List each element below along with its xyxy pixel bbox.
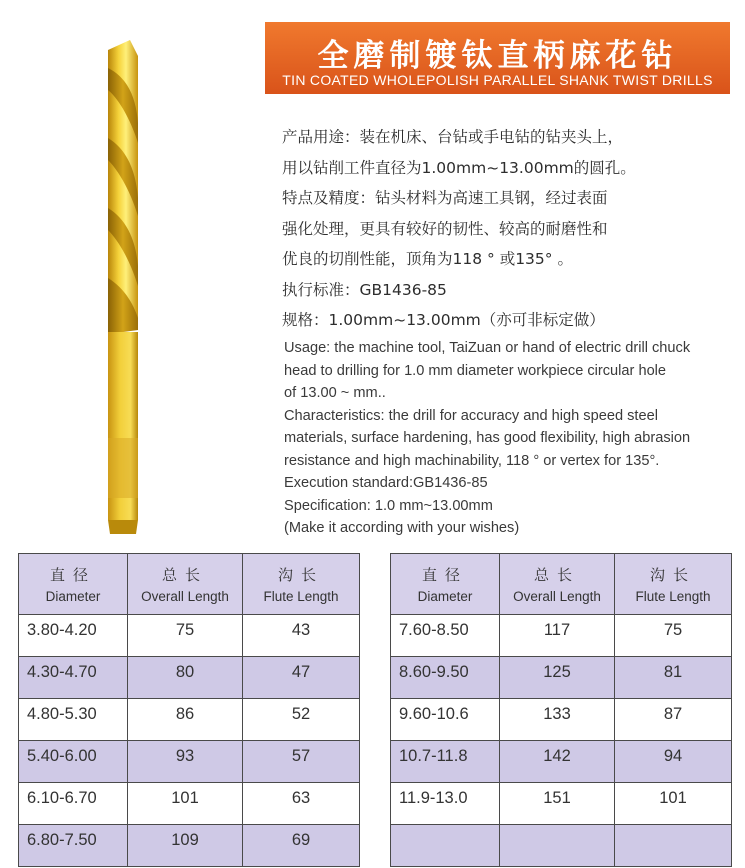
diameter-cell: 11.9-13.0	[391, 783, 500, 825]
overall-length-cell: 80	[128, 657, 243, 699]
description-line: Execution standard:GB1436-85	[284, 475, 488, 491]
description-line: 规格：1.00mm~13.00mm（亦可非标定做）	[282, 311, 605, 329]
overall-length-cell: 75	[128, 615, 243, 657]
description-line: 特点及精度：钻头材料为高速工具钢，经过表面	[282, 189, 608, 207]
page-title-english: TIN COATED WHOLEPOLISH PARALLEL SHANK TWIST DRILLS	[282, 72, 713, 88]
diameter-cell	[391, 825, 500, 867]
table-row	[19, 783, 360, 825]
header-diameter-zh: 直径	[421, 566, 468, 584]
description-line: head to drilling for 1.0 mm diameter workpiece circular hole	[284, 362, 667, 379]
overall-length-cell: 109	[128, 825, 243, 867]
flute-length-cell: 81	[615, 657, 732, 699]
description-line: materials, surface hardening, has good flexibility, high abrasion	[284, 430, 691, 446]
diameter-cell: 10.7-11.8	[391, 741, 500, 783]
page-title-chinese: 全磨制镀钛直柄麻花钻	[317, 38, 678, 74]
header-flute-length	[243, 554, 360, 615]
diameter-cell: 9.60-10.6	[391, 699, 500, 741]
flute-length-cell: 101	[615, 783, 732, 825]
flute-length-cell: 87	[615, 699, 732, 741]
table-row	[391, 615, 732, 657]
overall-length-cell	[500, 825, 615, 867]
description-line: 产品用途：装在机床、台钻或手电钻的钻夹头上，	[282, 128, 624, 146]
spec-table-right	[390, 553, 732, 867]
table-row	[391, 783, 732, 825]
spec-table-left	[18, 553, 360, 867]
flute-length-cell: 75	[615, 615, 732, 657]
description-line: 优良的切削性能，顶角为118 ° 或135° 。	[282, 250, 573, 268]
header-flute-en: Flute Length	[635, 589, 711, 604]
description-line: resistance and high machinability, 118 ° or vertex for 135°.	[284, 452, 660, 469]
table-row	[19, 657, 360, 699]
header-overall-length	[500, 554, 615, 615]
table-row	[19, 741, 360, 783]
overall-length-cell: 142	[500, 741, 615, 783]
diameter-cell: 4.80-5.30	[19, 699, 128, 741]
diameter-cell: 6.80-7.50	[19, 825, 128, 867]
title-banner	[265, 22, 730, 94]
flute-length-cell: 57	[243, 741, 360, 783]
table-row	[391, 825, 732, 867]
table-row	[391, 699, 732, 741]
flute-length-cell: 47	[243, 657, 360, 699]
table-row	[19, 699, 360, 741]
overall-length-cell: 101	[128, 783, 243, 825]
table-row	[391, 657, 732, 699]
header-flute-zh: 沟长	[277, 566, 324, 584]
overall-length-cell: 125	[500, 657, 615, 699]
header-diameter	[391, 554, 500, 615]
table-header-row	[19, 554, 360, 615]
overall-length-cell: 151	[500, 783, 615, 825]
description-chinese	[282, 122, 732, 336]
header-overall-zh: 总长	[161, 566, 208, 584]
diameter-cell: 6.10-6.70	[19, 783, 128, 825]
overall-length-cell: 133	[500, 699, 615, 741]
diameter-cell: 8.60-9.50	[391, 657, 500, 699]
header-overall-en: Overall Length	[513, 589, 601, 604]
diameter-cell: 4.30-4.70	[19, 657, 128, 699]
header-diameter-zh: 直径	[49, 566, 96, 584]
table-row	[391, 741, 732, 783]
twist-drill-image	[78, 38, 168, 543]
table-row	[19, 615, 360, 657]
diameter-cell: 7.60-8.50	[391, 615, 500, 657]
description-line: Characteristics: the drill for accuracy and high speed steel	[284, 407, 658, 424]
table-row	[19, 825, 360, 867]
header-flute-en: Flute Length	[263, 589, 339, 604]
description-line: Specification: 1.0 mm~13.00mm	[284, 497, 493, 514]
header-overall-en: Overall Length	[141, 589, 229, 604]
description-line: 强化处理，更具有较好的韧性、较高的耐磨性和	[282, 219, 608, 238]
flute-length-cell	[615, 825, 732, 867]
diameter-cell: 5.40-6.00	[19, 741, 128, 783]
header-overall-length	[128, 554, 243, 615]
description-english	[284, 337, 739, 540]
header-flute-zh: 沟长	[649, 566, 696, 584]
flute-length-cell: 69	[243, 825, 360, 867]
overall-length-cell: 117	[500, 615, 615, 657]
description-line: (Make it according with your wishes)	[284, 520, 520, 536]
overall-length-cell: 86	[128, 699, 243, 741]
flute-length-cell: 63	[243, 783, 360, 825]
flute-length-cell: 94	[615, 741, 732, 783]
description-line: 用以钻削工件直径为1.00mm~13.00mm的圆孔。	[282, 158, 636, 177]
description-line: of 13.00 ~ mm..	[284, 385, 386, 401]
diameter-cell: 3.80-4.20	[19, 615, 128, 657]
header-diameter-en: Diameter	[45, 589, 101, 604]
flute-length-cell: 43	[243, 615, 360, 657]
header-flute-length	[615, 554, 732, 615]
header-overall-zh: 总长	[533, 566, 580, 584]
header-diameter-en: Diameter	[417, 589, 473, 604]
table-header-row	[391, 554, 732, 615]
description-line: Usage: the machine tool, TaiZuan or hand of electric drill chuck	[284, 340, 691, 356]
header-diameter	[19, 554, 128, 615]
flute-length-cell: 52	[243, 699, 360, 741]
description-line: 执行标准：GB1436-85	[282, 280, 447, 299]
overall-length-cell: 93	[128, 741, 243, 783]
